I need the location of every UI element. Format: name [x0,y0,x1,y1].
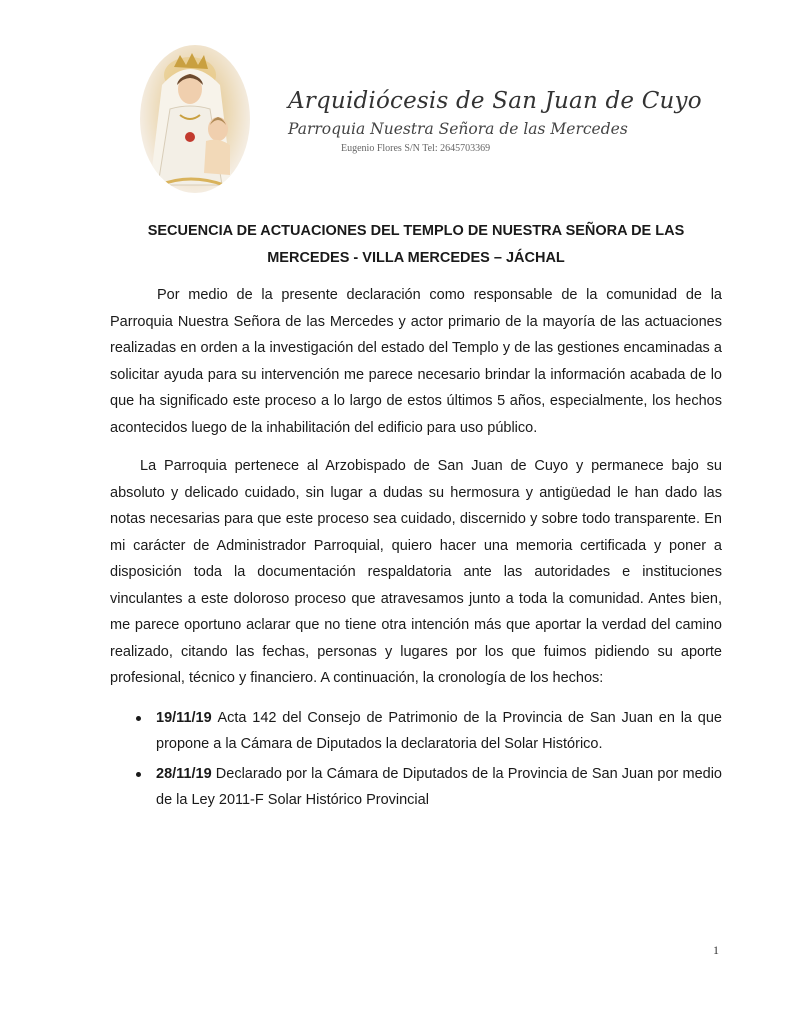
timeline-date: 28/11/19 [156,765,216,782]
paragraph-parish: La Parroquia pertenece al Arzobispado de San Juan de Cuyo y permanece bajo su absoluto y delicado cuidado, sin lugar a dudas su hermosura y antigüedad le han dado las notas necesarias para que este proceso sea cuidado, discernido y sobre todo transparente. En mi carácter de Administrador Parroquial, quiero hacer una memoria certificada y poner a disposición toda la documentación respaldatoria ante las autoridades e instituciones vinculantes a este doloroso proceso que atravesamos junto a toda la comunidad. Antes bien, me parece oportuno aclarar que no tiene otra intención más que aportar la verdad del camino realizado, citando las fechas, personas y lugares por los que fuimos pidiendo su aporte profesional, técnico y financiero. A continuación, la cronología de los hechos: [110,458,722,686]
timeline-text: Acta 142 del Consejo de Patrimonio de la Provincia de San Juan en la que propone a la Cámara de Diputados la declaratoria del Solar Histórico. [156,709,722,752]
virgin-mary-logo [140,45,250,193]
parish-address: Eugenio Flores S/N Tel: 2645703369 [341,143,491,154]
timeline-item [110,761,722,814]
archdiocese-name: Arquidiócesis de San Juan de Cuyo [288,88,702,114]
timeline-text: Declarado por la Cámara de Diputados de la Provincia de San Juan por medio de la Ley 2011-F Solar Histórico Provincial [156,765,722,808]
virgin-mary-image [140,45,250,193]
document-title: SECUENCIA DE ACTUACIONES DEL TEMPLO DE NUESTRA SEÑORA DE LAS MERCEDES - VILLA MERCEDES – JÁCHAL [147,223,685,266]
letterhead [288,88,702,154]
bullet-icon [136,772,141,777]
timeline-item [110,705,722,758]
timeline-date: 19/11/19 [156,709,218,726]
timeline-list [110,705,722,814]
document-body [110,282,722,817]
page-number: 1 [713,943,719,957]
bullet-icon [136,716,141,721]
paragraph-intro: Por medio de la presente declaración como responsable de la comunidad de la Parroquia Nuestra Señora de las Mercedes y actor primario de la mayoría de las actuaciones realizadas en orden a la investigación del estado del Templo y de las gestiones encaminadas a solicitar ayuda para su intervención me parece necesario brindar la información acabada de lo que ha significado este proceso a lo largo de estos últimos 5 años, especialmente, los hechos acontecidos luego de la inhabilitación del edificio para uso público. [110,287,722,436]
parish-name: Parroquia Nuestra Señora de las Mercedes [288,120,628,138]
